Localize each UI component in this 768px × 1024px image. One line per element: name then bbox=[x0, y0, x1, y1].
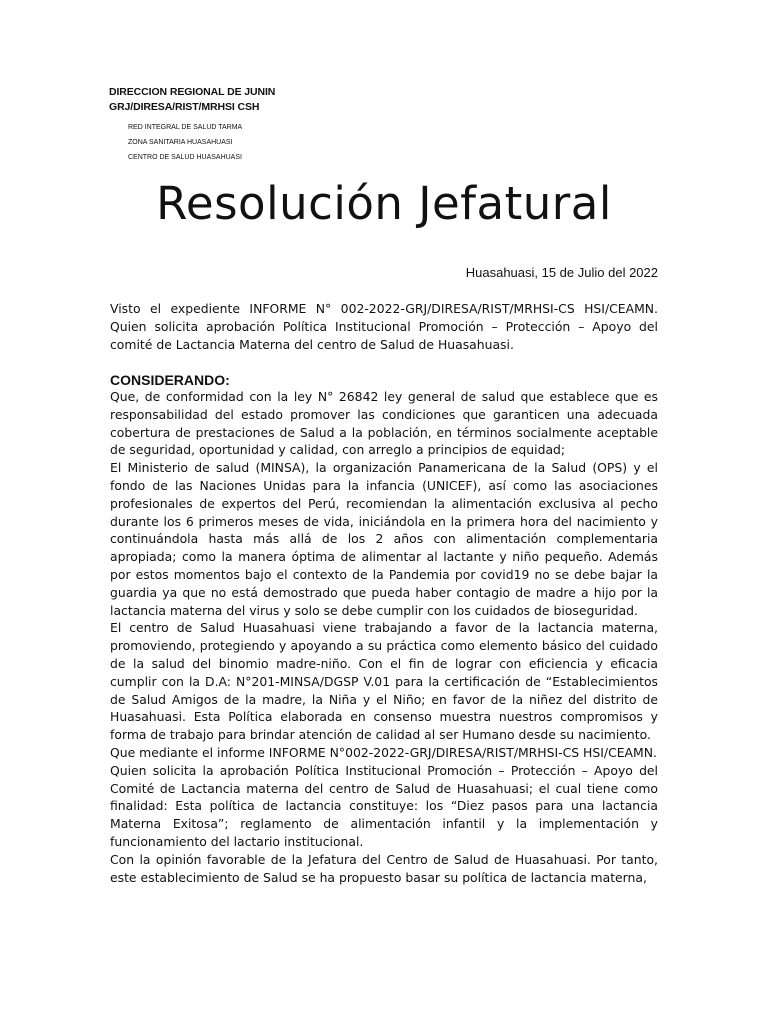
considerando-paragraph: Que mediante el informe INFORME N°002-2022-GRJ/DIRESA/RIST/MRHSI-CS HSI/CEAMN. bbox=[110, 744, 657, 760]
org-code: GRJ/DIRESA/RIST/MRHSI CSH bbox=[109, 101, 260, 113]
considerando-paragraph: Con la opinión favorable de la Jefatura del Centro de Salud de Huasahuasi. Por tanto, este establecimiento de Salud se ha propuesto basar su política de lactancia materna, bbox=[110, 851, 658, 885]
visto-paragraph: Visto el expediente INFORME N° 002-2022-GRJ/DIRESA/RIST/MRHSI-CS HSI/CEAMN. Quien solicita aprobación Política Institucional Promoción – Protección – Apoyo del comité de Lactancia Materna del centro de Salud de Huasahuasi. bbox=[110, 301, 658, 352]
health-zone: ZONA SANITARIA HUASAHUASI bbox=[128, 139, 233, 146]
considerando-paragraph: Quien solicita la aprobación Política Institucional Promoción – Protección – Apoyo del Comité de Lactancia materna del centro de Salud de Huasahuasi; el cual tiene como finalidad: Esta política de lactancia constituye: los “Diez pasos para una lactancia Materna Exitosa”; reglamento de alimentación infantil y la implementación y funcionamiento del lactario institucional. bbox=[110, 762, 658, 849]
org-name: DIRECCION REGIONAL DE JUNIN bbox=[109, 86, 276, 98]
health-network: RED INTEGRAL DE SALUD TARMA bbox=[128, 124, 243, 131]
date-line: Huasahuasi, 15 de Julio del 2022 bbox=[465, 265, 658, 280]
document-title: Resolución Jefatural bbox=[156, 177, 612, 230]
sub-organizations bbox=[128, 120, 275, 165]
considerando-heading: CONSIDERANDO: bbox=[110, 372, 230, 388]
visto-section bbox=[110, 300, 658, 353]
considerando-paragraph: El centro de Salud Huasahuasi viene trabajando a favor de la lactancia materna, promoviendo, protegiendo y apoyando a su práctica como elemento básico del cuidado de la salud del binomio madre-niño. Con el fin de lograr con eficiencia y eficacia cumplir con la D.A: N°201-MINSA/DGSP V.01 para la certificación de “Establecimientos de Salud Amigos de la madre, la Niña y el Niño; en favor de la niñez del distrito de Huasahuasi. Esta Política elaborada en consenso muestra nuestros compromisos y forma de trabajo para brindar atención de calidad al ser Humano desde su nacimiento. bbox=[110, 620, 658, 743]
document-header bbox=[109, 85, 275, 165]
considerando-paragraph: Que, de conformidad con la ley N° 26842 ley general de salud que establece que es responsabilidad del estado promover las condiciones que garanticen una adecuada cobertura de prestaciones de Salud a la población, en términos socialmente aceptable de seguridad, oportunidad y calidad, con arreglo a principios de equidad; bbox=[110, 389, 658, 458]
health-center: CENTRO DE SALUD HUASAHUASI bbox=[128, 154, 242, 161]
considerando-section bbox=[110, 388, 658, 886]
considerando-paragraph: El Ministerio de salud (MINSA), la organización Panamericana de la Salud (OPS) y el fondo de las Naciones Unidas para la infancia (UNICEF), así como las asociaciones profesionales de expertos del Perú, recomiendan la alimentación exclusiva al pecho durante los 6 primeros meses de vida, iniciándola en la primera hora del nacimiento y continuándola hasta más allá de los 2 años con alimentación complementaria apropiada; como la manera óptima de alimentar al lactante y niño pequeño. Además por estos momentos bajo el contexto de la Pandemia por covid19 no se debe bajar la guardia ya que no está demostrado que pueda haber contagio de madre a hijo por la lactancia materna del virus y solo se debe cumplir con los cuidados de bioseguridad. bbox=[110, 460, 658, 618]
